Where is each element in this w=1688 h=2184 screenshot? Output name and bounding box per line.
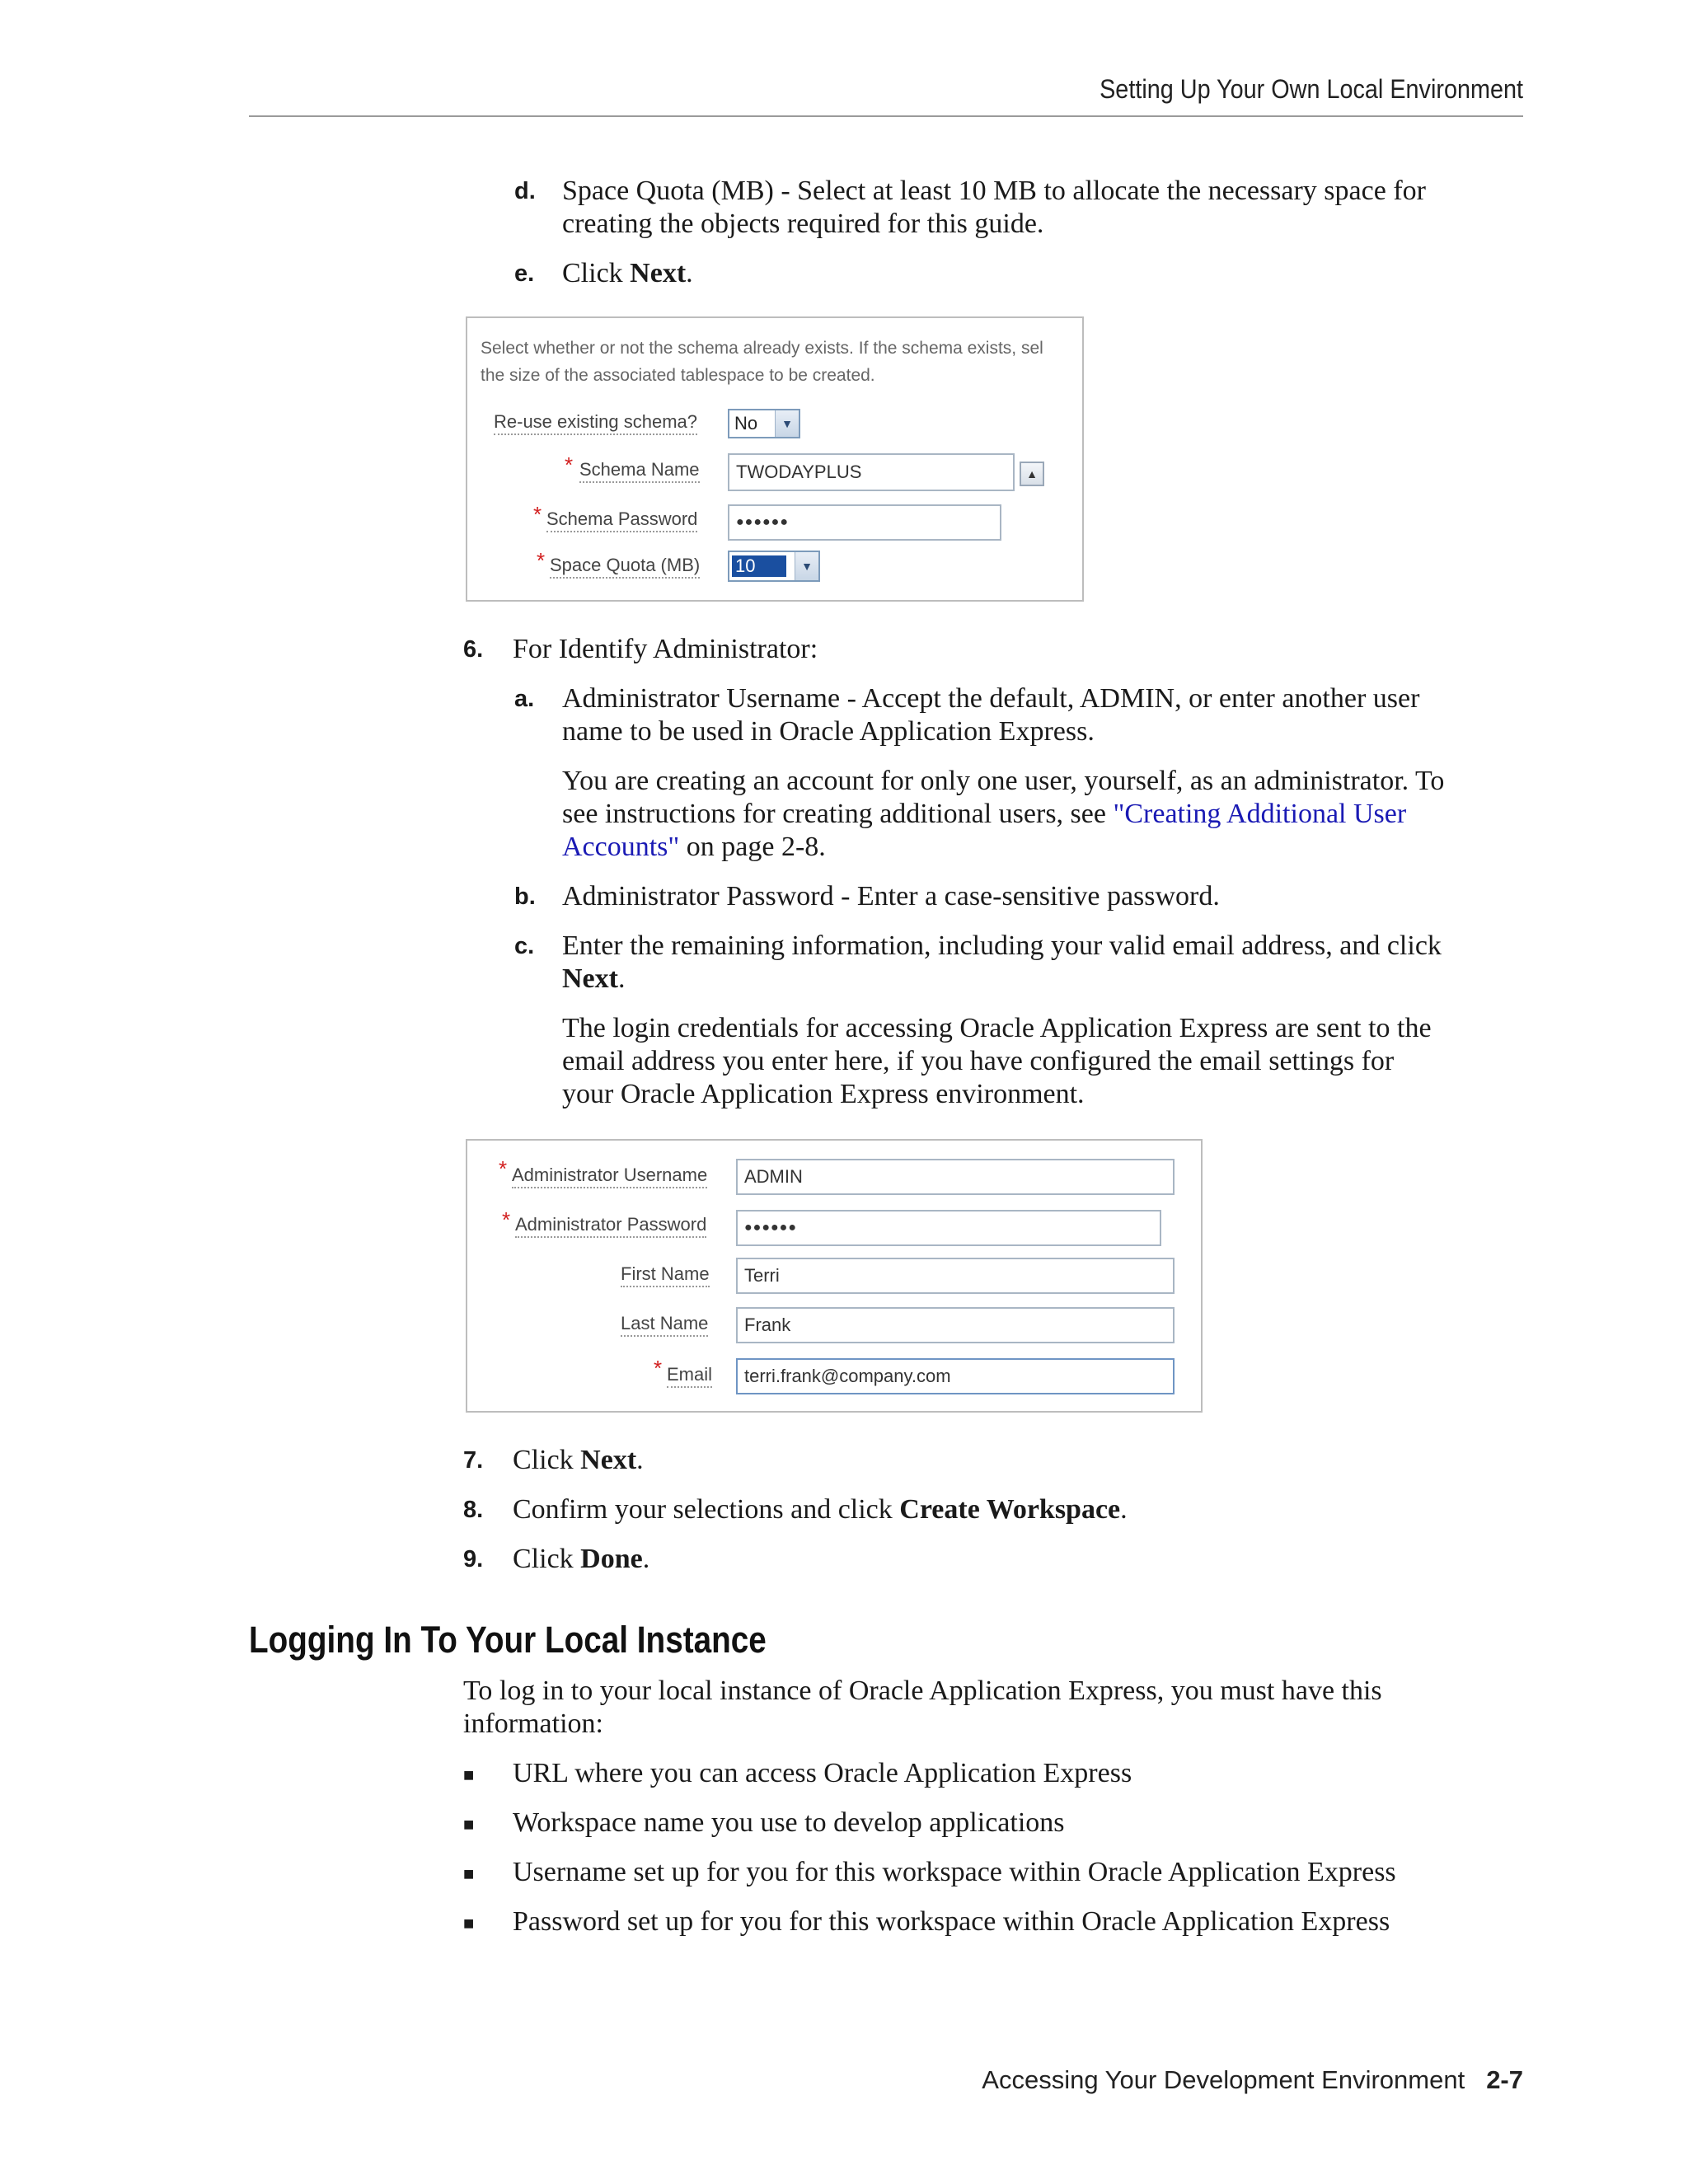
- step-a-line-1: Administrator Username - Accept the default, ADMIN, or enter another user: [562, 683, 1420, 714]
- section-heading: Logging In To Your Local Instance: [249, 1619, 767, 1661]
- step-a-line-2: name to be used in Oracle Application Express.: [562, 716, 1095, 747]
- email-input[interactable]: terri.frank@company.com: [736, 1358, 1175, 1394]
- schema-note-line-2: the size of the associated tablespace to be created.: [481, 366, 875, 385]
- step-b-text: Administrator Password - Enter a case-sensitive password.: [562, 881, 1220, 912]
- step-a-para-line-3: Accounts" on page 2-8.: [562, 832, 826, 862]
- email-label: Email: [667, 1363, 712, 1388]
- required-asterisk: *: [565, 452, 574, 477]
- step-number-8: 8.: [463, 1497, 484, 1523]
- step-number-6: 6.: [463, 636, 484, 663]
- first-name-label: First Name: [621, 1263, 710, 1287]
- creating-users-link[interactable]: "Creating Additional User: [1113, 799, 1407, 829]
- step-number-7: 7.: [463, 1447, 484, 1474]
- step-c-line-1: Enter the remaining information, including your valid email address, and click: [562, 930, 1442, 961]
- space-quota-select[interactable]: [728, 551, 820, 582]
- bullet-icon: ■: [463, 1913, 475, 1933]
- required-asterisk: *: [654, 1356, 663, 1380]
- step-6-text: For Identify Administrator:: [513, 634, 818, 664]
- step-d-line-2: creating the objects required for this guide.: [562, 209, 1044, 239]
- last-name-label: Last Name: [621, 1312, 708, 1337]
- schema-password-label: Schema Password: [546, 508, 697, 532]
- step-letter-d: d.: [514, 178, 536, 204]
- chevron-up-icon[interactable]: ▲: [1020, 462, 1044, 486]
- step-letter-b: b.: [514, 883, 536, 910]
- bullet-item: Password set up for you for this workspace within Oracle Application Express: [513, 1906, 1390, 1937]
- admin-username-label: Administrator Username: [512, 1164, 707, 1188]
- required-asterisk: *: [499, 1156, 508, 1181]
- last-name-input[interactable]: Frank: [736, 1307, 1175, 1343]
- step-number-9: 9.: [463, 1546, 484, 1572]
- reuse-schema-value: No: [734, 413, 758, 434]
- running-header: Setting Up Your Own Local Environment: [1100, 74, 1523, 104]
- administrator-panel: [466, 1139, 1203, 1413]
- step-d-line-1: Space Quota (MB) - Select at least 10 MB to allocate the necessary space for: [562, 176, 1426, 206]
- step-letter-c: c.: [514, 933, 535, 959]
- step-9-text: Click Done.: [513, 1544, 650, 1574]
- bullet-item: Workspace name you use to develop applications: [513, 1807, 1065, 1838]
- step-letter-e: e.: [514, 260, 535, 287]
- creating-users-link-cont[interactable]: Accounts": [562, 832, 680, 862]
- bullet-icon: ■: [463, 1765, 475, 1785]
- admin-password-label: Administrator Password: [515, 1213, 706, 1238]
- step-letter-a: a.: [514, 686, 535, 712]
- required-asterisk: *: [537, 548, 546, 573]
- schema-name-input[interactable]: TWODAYPLUS: [728, 453, 1015, 491]
- reuse-schema-label: Re-use existing schema?: [494, 410, 697, 435]
- step-c-para-line-2: email address you enter here, if you have configured the email settings for: [562, 1046, 1395, 1076]
- schema-name-label: Schema Name: [579, 458, 700, 483]
- bullet-icon: ■: [463, 1814, 475, 1835]
- schema-note-line-1: Select whether or not the schema already exists. If the schema exists, sel: [481, 339, 1043, 358]
- admin-username-input[interactable]: ADMIN: [736, 1159, 1175, 1195]
- admin-password-input[interactable]: ●●●●●●: [736, 1210, 1161, 1246]
- schema-settings-panel: [466, 316, 1084, 602]
- header-rule: [249, 115, 1523, 117]
- step-7-text: Click Next.: [513, 1445, 644, 1475]
- reuse-schema-select[interactable]: [728, 409, 800, 438]
- step-c-para-line-1: The login credentials for accessing Oracle Application Express are sent to the: [562, 1013, 1432, 1043]
- section-intro-line-2: information:: [463, 1708, 603, 1739]
- page-number: 2-7: [1486, 2065, 1523, 2094]
- page-footer: [982, 2065, 1523, 2095]
- step-e-text: Click Next.: [562, 258, 693, 288]
- section-intro-line-1: To log in to your local instance of Oracle Application Express, you must have this: [463, 1675, 1382, 1706]
- chevron-down-icon: ▼: [795, 552, 818, 580]
- chevron-down-icon: ▼: [775, 410, 799, 437]
- step-8-text: Confirm your selections and click Create Workspace.: [513, 1494, 1128, 1525]
- bullet-item: URL where you can access Oracle Application Express: [513, 1758, 1132, 1788]
- required-asterisk: *: [533, 502, 542, 527]
- bullet-item: Username set up for you for this workspace within Oracle Application Express: [513, 1857, 1396, 1887]
- bullet-icon: ■: [463, 1863, 475, 1884]
- first-name-input[interactable]: Terri: [736, 1258, 1175, 1294]
- space-quota-label: Space Quota (MB): [550, 554, 700, 579]
- step-a-para-line-2: see instructions for creating additional users, see "Creating Additional User: [562, 799, 1407, 829]
- step-c-line-2: Next.: [562, 963, 626, 994]
- space-quota-value: 10: [732, 555, 786, 577]
- footer-chapter-title: Accessing Your Development Environment: [982, 2065, 1465, 2094]
- step-c-para-line-3: your Oracle Application Express environment.: [562, 1079, 1085, 1109]
- schema-password-input[interactable]: ●●●●●●: [728, 504, 1001, 541]
- required-asterisk: *: [502, 1207, 511, 1232]
- step-a-para-line-1: You are creating an account for only one user, yourself, as an administrator. To: [562, 766, 1445, 796]
